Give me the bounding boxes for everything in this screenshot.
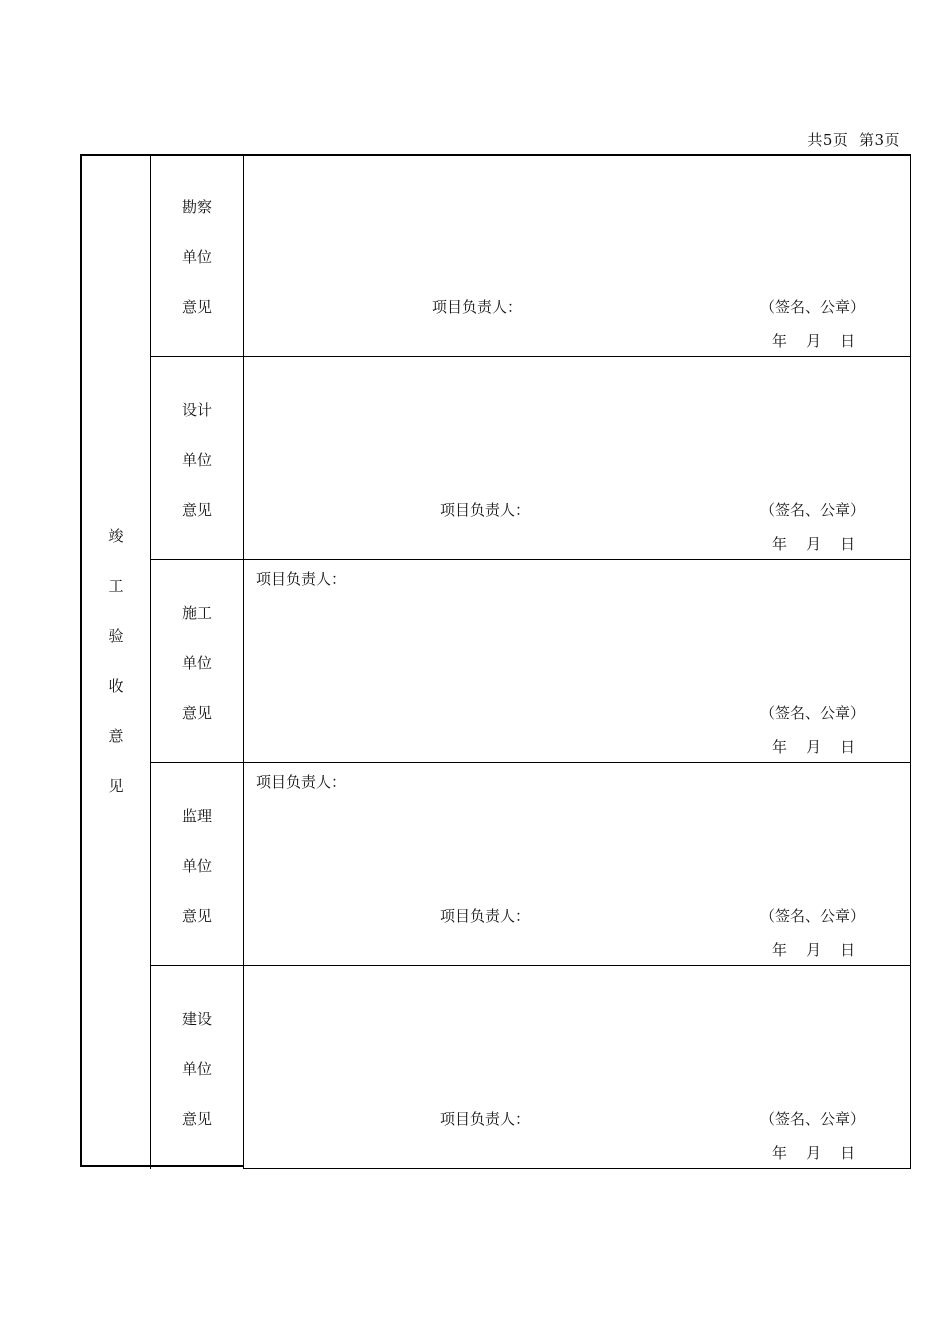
main-label-char: 意	[108, 727, 124, 745]
date-label: 年 月 日	[772, 1144, 856, 1162]
project-responsible-label-top: 项目负责人：	[256, 570, 347, 588]
main-label-char: 收	[108, 677, 124, 695]
main-label-char: 见	[108, 777, 124, 795]
section-label-line: 单位	[182, 248, 213, 266]
main-label-char: 验	[108, 627, 124, 645]
main-label-char: 竣	[108, 527, 124, 545]
date-label: 年 月 日	[772, 535, 856, 553]
section-label-line: 意见	[182, 907, 213, 925]
project-responsible-label: 项目负责人：	[440, 501, 531, 519]
section-label-cell	[150, 966, 244, 1169]
section-label-line: 单位	[182, 857, 213, 875]
completion-acceptance-label	[104, 524, 128, 824]
survey-unit-section	[150, 154, 911, 357]
section-label-line: 设计	[182, 401, 213, 419]
section-label-line: 单位	[182, 1060, 213, 1078]
date-label: 年 月 日	[772, 738, 856, 756]
section-label-line: 意见	[182, 298, 213, 316]
main-label-char: 工	[108, 577, 124, 595]
section-label-cell	[150, 763, 244, 966]
section-label-line: 勘察	[182, 198, 213, 216]
project-responsible-label: 项目负责人：	[432, 298, 523, 316]
section-label-line: 建设	[182, 1010, 213, 1028]
project-responsible-label-top: 项目负责人：	[256, 773, 347, 791]
acceptance-form	[80, 154, 911, 1169]
signature-seal-label: （签名、公章）	[760, 704, 866, 722]
supervision-unit-section	[150, 763, 911, 966]
project-responsible-label: 项目负责人：	[440, 1110, 531, 1128]
section-label-cell	[150, 154, 244, 357]
section-label-line: 意见	[182, 1110, 213, 1128]
signature-seal-label: （签名、公章）	[760, 907, 866, 925]
section-label-line: 施工	[182, 604, 213, 622]
signature-seal-label: （签名、公章）	[760, 1110, 866, 1128]
section-label-line: 意见	[182, 704, 213, 722]
section-label-line: 监理	[182, 807, 213, 825]
section-label-cell	[150, 560, 244, 763]
date-label: 年 月 日	[772, 332, 856, 350]
owner-unit-section	[150, 966, 911, 1169]
section-label-line: 单位	[182, 451, 213, 469]
section-label-line: 意见	[182, 501, 213, 519]
signature-seal-label: （签名、公章）	[760, 501, 866, 519]
section-label-cell	[150, 357, 244, 560]
signature-seal-label: （签名、公章）	[760, 298, 866, 316]
page-number: 共5页 第3页	[807, 131, 900, 149]
date-label: 年 月 日	[772, 941, 856, 959]
design-unit-section	[150, 357, 911, 560]
section-label-line: 单位	[182, 654, 213, 672]
project-responsible-label: 项目负责人：	[440, 907, 531, 925]
construction-unit-section	[150, 560, 911, 763]
